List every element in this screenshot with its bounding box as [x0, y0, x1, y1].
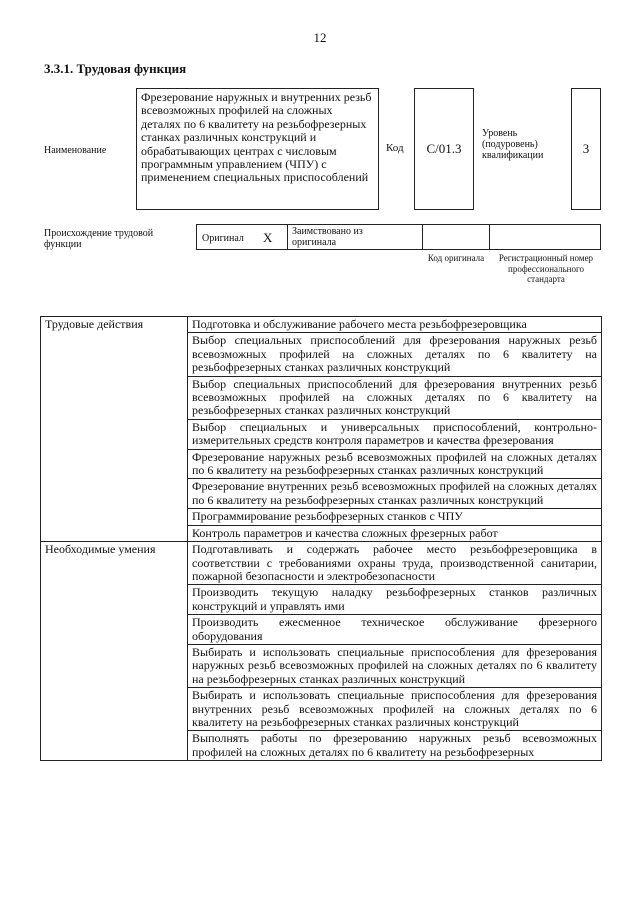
category-cell: Необходимые умения	[41, 542, 188, 761]
origin-original-cell	[196, 224, 288, 250]
item-cell: Фрезерование наружных резьб всевозможных профилей на сложных деталях по 6 квалитету на резьбофрезерных станках различных конструкций	[188, 449, 602, 479]
original-label: Оригинал	[202, 233, 244, 244]
item-cell: Выбор специальных и универсальных приспособлений, контрольно-измерительных средств контроля параметров и качества фрезерования	[188, 419, 602, 449]
level-value: 3	[582, 141, 590, 156]
level-label: Уровень (подуровень) квалификации	[482, 128, 544, 161]
page-number: 12	[313, 30, 327, 45]
function-name-box	[136, 88, 379, 210]
item-cell: Фрезерование внутренних резьб всевозможных профилей на сложных деталях по 6 квалитету на резьбофрезерных станках различных конструкций	[188, 479, 602, 509]
function-details-table	[40, 316, 602, 761]
origin-label: Происхождение трудовой функции	[44, 228, 154, 250]
origin-borrowed-cell	[287, 224, 423, 250]
level-box	[571, 88, 601, 210]
origin-reg-cell	[489, 224, 601, 250]
item-cell: Выбор специальных приспособлений для фрезерования внутренних резьб всевозможных профилей на сложных деталях по 6 квалитету на резьбофрезерных станках различных конструкций	[188, 376, 602, 419]
item-cell: Выбор специальных приспособлений для фрезерования наружных резьб всевозможных профилей на сложных деталях по 6 квалитету на резьбофрезерных станках различных конструкций	[188, 333, 602, 376]
code-caption: Код оригинала	[427, 253, 485, 263]
item-cell: Выполнять работы по фрезерованию наружных резьб всевозможных профилей на сложных деталях по 6 квалитету на резьбофрезерных	[188, 731, 602, 761]
function-name-value: Фрезерование наружных и внутренних резьб всевозможных профилей на сложных деталях по 6 квалитету на резьбофрезерных станках различных конструкций и обрабатывающих центрах с числовым программным управлением (ЧПУ) с применением специальных приспособлений	[141, 90, 372, 185]
reg-caption: Регистрационный номер профессионального стандарта	[498, 253, 594, 284]
item-cell: Контроль параметров и качества сложных фрезерных работ	[188, 525, 602, 541]
original-mark: X	[263, 230, 273, 245]
table-row	[41, 542, 602, 585]
code-value: C/01.3	[426, 141, 462, 156]
item-cell: Производить ежесменное техническое обслуживание фрезерного оборудования	[188, 615, 602, 645]
item-cell: Программирование резьбофрезерных станков с ЧПУ	[188, 509, 602, 525]
section-title: 3.3.1. Трудовая функция	[44, 61, 187, 76]
item-cell: Выбирать и использовать специальные приспособления для фрезерования внутренних резьб всевозможных профилей на сложных деталях по 6 квалитету на резьбофрезерных станках различных конструкций	[188, 688, 602, 731]
item-cell: Выбирать и использовать специальные приспособления для фрезерования наружных резьб всевозможных профилей на сложных деталях по 6 квалитету на резьбофрезерных станках различных конструкций	[188, 644, 602, 687]
item-cell: Производить текущую наладку резьбофрезерных станков различных конструкций и управлять ими	[188, 585, 602, 615]
borrowed-label: Заимствовано из оригинала	[292, 226, 363, 248]
item-cell: Подготавливать и содержать рабочее место резьбофрезеровщика в соответствии с требованиями охраны труда, производственной санитарии, пожарной безопасности и электробезопасности	[188, 542, 602, 585]
origin-code-cell	[422, 224, 490, 250]
code-label: Код	[386, 142, 404, 154]
item-cell: Подготовка и обслуживание рабочего места резьбофрезеровщика	[188, 317, 602, 333]
category-cell: Трудовые действия	[41, 317, 188, 542]
name-label: Наименование	[44, 145, 107, 156]
code-box	[414, 88, 474, 210]
table-row	[41, 317, 602, 333]
